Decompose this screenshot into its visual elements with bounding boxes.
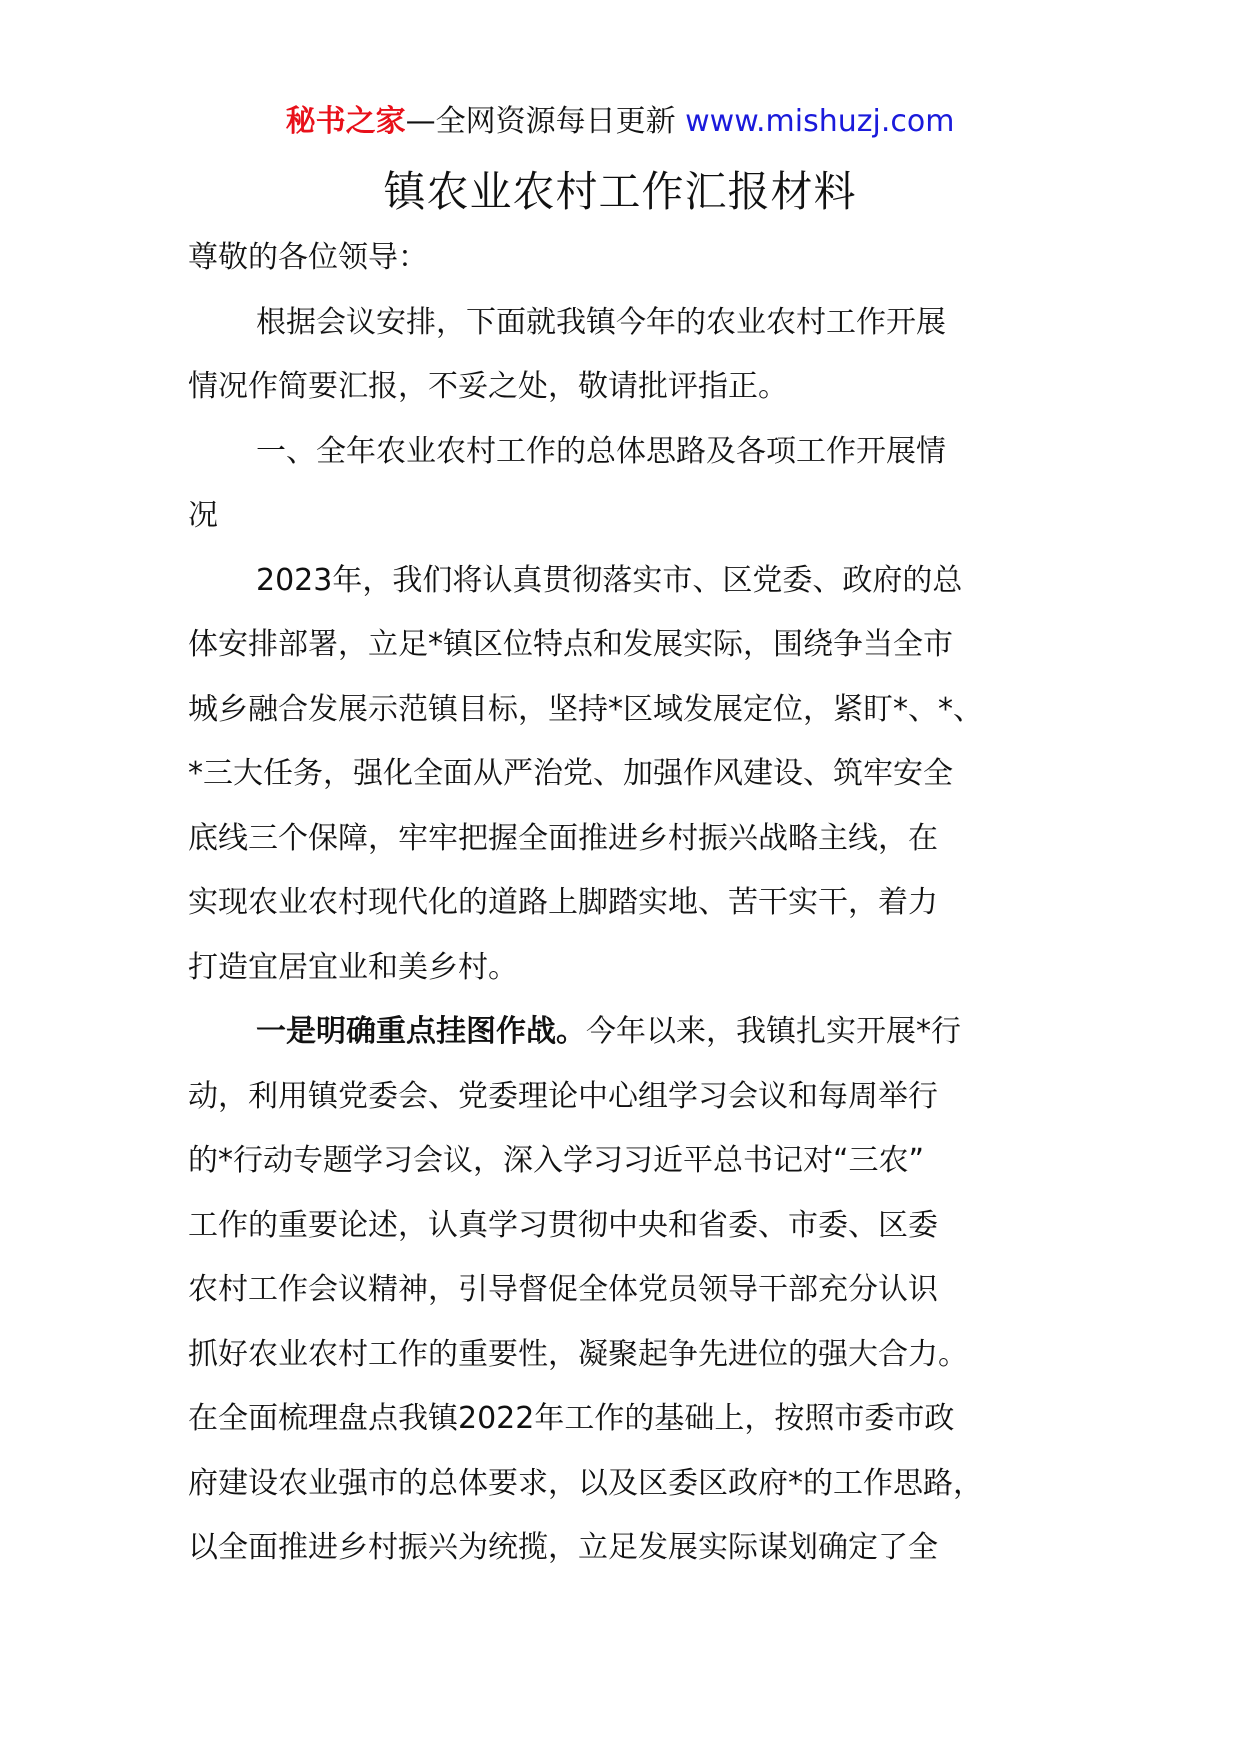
text-line: 体安排部署，立足*镇区位特点和发展实际，围绕争当全市: [188, 627, 953, 662]
text-line: 实现农业农村现代化的道路上脚踏实地、苦干实干，着力: [188, 885, 938, 920]
text-line: 以全面推进乡村振兴为统揽，立足发展实际谋划确定了全: [188, 1530, 938, 1565]
brand-url-link[interactable]: www.mishuzj.com: [685, 104, 955, 139]
document-title: 镇农业农村工作汇报材料: [383, 167, 857, 216]
text-line: 2023年，我们将认真贯彻落实市、区党委、政府的总: [256, 562, 963, 598]
text-line: 一、全年农业农村工作的总体思路及各项工作开展情: [256, 433, 946, 469]
text-line: 况: [188, 498, 218, 533]
text-line: [188, 1000, 1064, 1065]
text-line: 底线三个保障，牢牢把握全面推进乡村振兴战略主线，在: [188, 820, 938, 856]
point-text: 今年以来，我镇扎实开展*行: [586, 1014, 961, 1049]
document-body: [188, 226, 1064, 1581]
brand-tagline: —全网资源每日更新: [405, 104, 686, 139]
text-line: 的*行动专题学习会议，深入学习习近平总书记对“三农”: [188, 1143, 925, 1178]
text-line: 农村工作会议精神，引导督促全体党员领导干部充分认识: [188, 1272, 938, 1307]
brand-name: 秘书之家: [285, 104, 406, 139]
site-banner: [0, 100, 1240, 144]
text-line: 打造宜居宜业和美乡村。: [188, 949, 518, 985]
salutation-line: 尊敬的各位领导：: [188, 240, 428, 275]
text-line: 工作的重要论述，认真学习贯彻中央和省委、市委、区委: [188, 1207, 938, 1243]
text-line: 动，利用镇党委会、党委理论中心组学习会议和每周举行: [188, 1078, 938, 1114]
text-line: 抓好农业农村工作的重要性，凝聚起争先进位的强大合力。: [188, 1336, 968, 1372]
text-line: 在全面梳理盘点我镇2022年工作的基础上，按照市委市政: [188, 1401, 955, 1436]
point-heading: 一是明确重点挂图作战。: [256, 1014, 586, 1049]
section-heading: [188, 420, 1064, 549]
intro-paragraph: [188, 291, 1064, 420]
text-line: 情况作简要汇报，不妥之处，敬请批评指正。: [188, 369, 788, 404]
paragraph-key-priorities: [188, 1000, 1064, 1581]
text-line: 根据会议安排，下面就我镇今年的农业农村工作开展: [256, 304, 946, 340]
salutation: [188, 226, 1064, 291]
text-line: 城乡融合发展示范镇目标，坚持*区域发展定位，紧盯*、*、: [188, 691, 983, 727]
paragraph-overall-approach: [188, 549, 1064, 1001]
text-line: 府建设农业强市的总体要求，以及区委区政府*的工作思路，: [188, 1465, 983, 1501]
text-line: *三大任务，强化全面从严治党、加强作风建设、筑牢安全: [188, 756, 953, 791]
